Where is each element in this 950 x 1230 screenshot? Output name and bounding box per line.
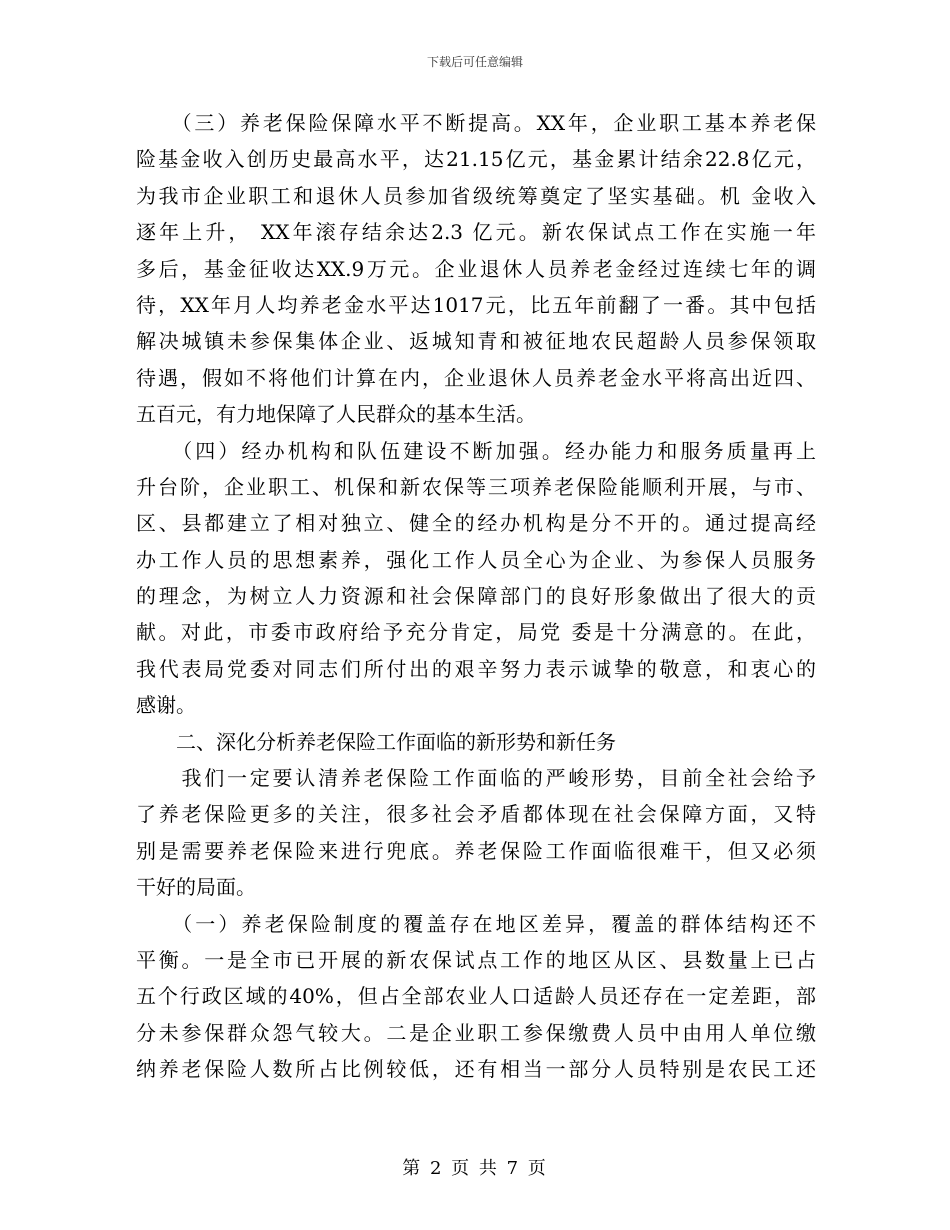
- text-line: （一）养老保险制度的覆盖存在地区差异，覆盖的群体结构还不: [136, 911, 816, 936]
- text-line: 待，XX年月人均养老金水平达1017元，比五年前翻了一番。其中包括: [136, 292, 816, 317]
- text-line: 的理念，为树立人力资源和社会保障部门的良好形象做出了很大的贡: [136, 584, 816, 609]
- text-line: 我们一定要认清养老保险工作面临的严峻形势，目前全社会给予: [136, 766, 816, 791]
- text-line: 了养老保险更多的关注，很多社会矛盾都体现在社会保障方面，又特: [136, 802, 816, 827]
- text-line: 献。对此，市委市政府给予充分肯定，局党 委是十分满意的。在此，: [136, 620, 816, 645]
- page-header: 下载后可任意编辑: [426, 55, 523, 69]
- text-line: 我代表局党委对同志们所付出的艰辛努力表示诚挚的敬意，和衷心的: [136, 656, 816, 681]
- text-line: （四）经办机构和队伍建设不断加强。经办能力和服务质量再上: [136, 438, 816, 463]
- text-line: 险基金收入创历史最高水平，达21.15亿元，基金累计结余22.8亿元，: [136, 147, 816, 172]
- text-line: 逐年上升， XX年滚存结余达2.3 亿元。新农保试点工作在实施一年: [136, 220, 816, 245]
- text-line: （三）养老保险保障水平不断提高。XX年，企业职工基本养老保: [136, 111, 816, 135]
- document-body: [136, 105, 816, 1088]
- text-line: 感谢。: [136, 693, 196, 718]
- text-line: 纳养老保险人数所占比例较低，还有相当一部分人员特别是农民工还: [136, 1057, 816, 1082]
- text-line: 分未参保群众怨气较大。二是企业职工参保缴费人员中由用人单位缴: [136, 1020, 816, 1045]
- text-line: 升台阶，企业职工、机保和新农保等三项养老保险能顺利开展，与市、: [136, 474, 816, 499]
- text-line: 为我市企业职工和退休人员参加省级统筹奠定了坚实基础。机 金收入: [136, 183, 816, 208]
- text-line: 区、县都建立了相对独立、健全的经办机构是分不开的。通过提高经: [136, 511, 816, 536]
- text-line: 平衡。一是全市已开展的新农保试点工作的地区从区、县数量上已占: [136, 947, 816, 972]
- text-line: 多后，基金征收达XX.9万元。企业退休人员养老金经过连续七年的调: [136, 256, 816, 281]
- text-line: 五个行政区域的40%，但占全部农业人口适龄人员还存在一定差距，部: [136, 984, 816, 1009]
- text-line: 五百元，有力地保障了人民群众的基本生活。: [136, 402, 536, 427]
- text-line: 解决城镇未参保集体企业、返城知青和被征地农民超龄人员参保领取: [136, 329, 816, 354]
- text-line: 办工作人员的思想素养，强化工作人员全心为企业、为参保人员服务: [136, 547, 816, 572]
- text-line: 干好的局面。: [136, 875, 256, 900]
- text-line: 别是需要养老保险来进行兜底。养老保险工作面临很难干，但又必须: [136, 838, 816, 863]
- text-line: 二、深化分析养老保险工作面临的新形势和新任务: [136, 729, 616, 754]
- text-line: 待遇，假如不将他们计算在内，企业退休人员养老金水平将高出近四、: [136, 365, 816, 390]
- page-footer: 第 2 页 共 7 页: [402, 1158, 548, 1179]
